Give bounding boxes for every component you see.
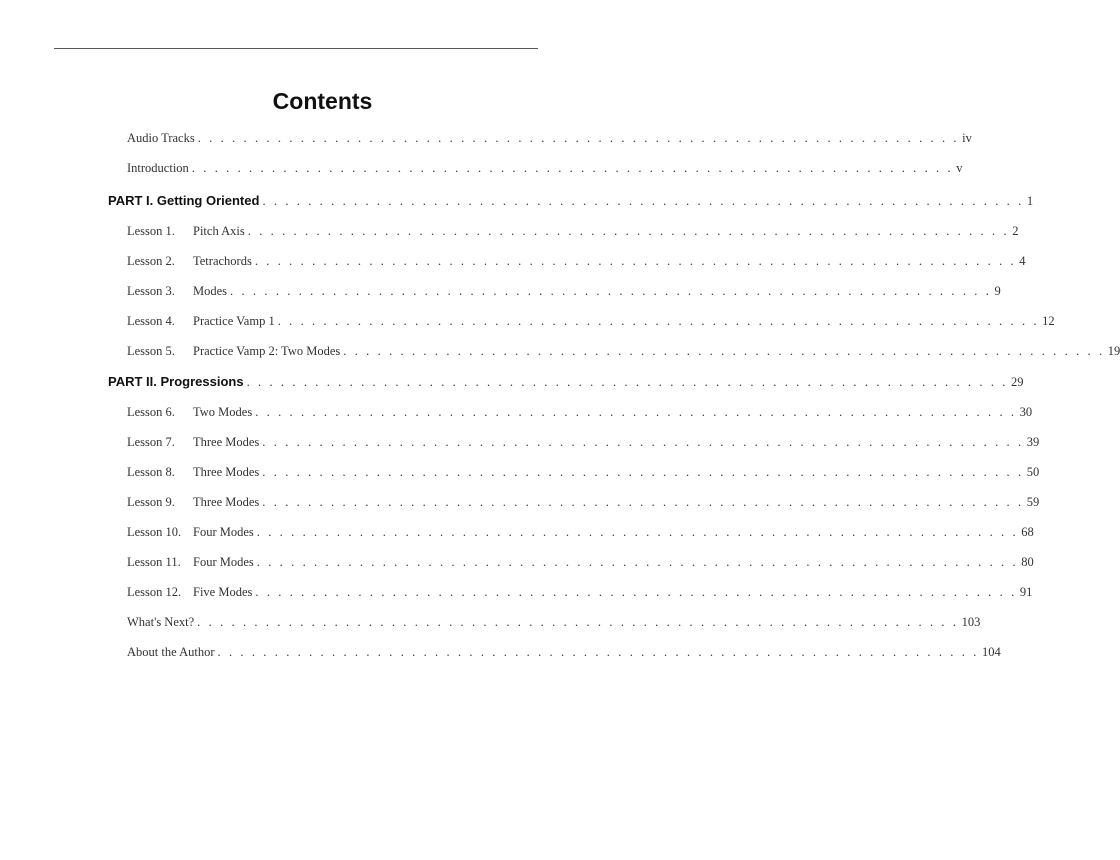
toc-page-number: 1 — [1026, 194, 1034, 208]
toc-entry-number: Lesson 1. — [127, 224, 175, 238]
toc-page-number: 50 — [1026, 465, 1040, 479]
toc-entry-label: Three Modes — [193, 465, 260, 479]
toc-entry-number: Lesson 3. — [127, 284, 175, 298]
toc-page-number: 12 — [1042, 314, 1055, 328]
dot-leader: . . . . . . . . . . . . . . . . . . . . . . . . . . . . . . . . . . . . . . . . . . . . . . . . . . . . . . . . . . . . . . . . . . . — [197, 615, 959, 629]
header-rule — [54, 48, 538, 49]
toc-page-number: 30 — [1019, 405, 1033, 419]
toc-page-number: 9 — [994, 284, 1001, 298]
toc-entry-label: Practice Vamp 1 — [193, 314, 275, 328]
toc-entry-label: Tetrachords — [193, 254, 252, 268]
toc-entry-label: Two Modes — [193, 405, 253, 419]
toc-entry-label: About the Author — [127, 645, 215, 659]
toc-entry — [127, 523, 1034, 541]
toc-entry-number: Lesson 9. — [127, 495, 175, 509]
toc-entry-label: Four Modes — [193, 555, 254, 569]
toc-entry — [127, 129, 972, 147]
toc-entry — [127, 643, 1001, 661]
toc-entry-label: PART I. Getting Oriented — [108, 193, 260, 208]
toc-entry-label: PART II. Progressions — [108, 374, 244, 389]
toc-entry-label: Five Modes — [193, 585, 253, 599]
toc-page-number: 59 — [1026, 495, 1040, 509]
toc-entry — [127, 312, 1055, 330]
dot-leader: . . . . . . . . . . . . . . . . . . . . . . . . . . . . . . . . . . . . . . . . . . . . . . . . . . . . . . . . . . . . . . . . . . . — [262, 495, 1024, 509]
toc-page-number: 91 — [1019, 585, 1033, 599]
toc-entry — [127, 493, 1040, 511]
dot-leader: . . . . . . . . . . . . . . . . . . . . . . . . . . . . . . . . . . . . . . . . . . . . . . . . . . . . . . . . . . . . . . . . . . . — [247, 224, 1010, 238]
toc-entry — [127, 433, 1040, 451]
dot-leader: . . . . . . . . . . . . . . . . . . . . . . . . . . . . . . . . . . . . . . . . . . . . . . . . . . . . . . . . . . . . . . . . . . . — [256, 555, 1019, 569]
toc-page-number: v — [956, 161, 963, 175]
toc-entry-label: Introduction — [127, 161, 189, 175]
toc-page-number: 29 — [1011, 375, 1024, 389]
toc-entry-label: What's Next? — [127, 615, 195, 629]
toc-part-heading — [108, 192, 1034, 210]
toc-entry-label: Practice Vamp 2: Two Modes — [193, 344, 341, 358]
toc-entry — [127, 159, 963, 177]
dot-leader: . . . . . . . . . . . . . . . . . . . . . . . . . . . . . . . . . . . . . . . . . . . . . . . . . . . . . . . . . . . . . . . . . . . — [343, 344, 1105, 358]
toc-entry — [127, 252, 1026, 270]
toc-part-heading — [108, 373, 1024, 391]
toc-entry — [127, 583, 1033, 601]
toc-page-number: 4 — [1019, 254, 1026, 268]
dot-leader: . . . . . . . . . . . . . . . . . . . . . . . . . . . . . . . . . . . . . . . . . . . . . . . . . . . . . . . . . . . . . . . . . . . — [255, 585, 1017, 599]
toc-entry-label: Modes — [193, 284, 228, 298]
toc-entry — [127, 282, 1001, 300]
toc-entry — [127, 403, 1033, 421]
toc-entry — [127, 613, 981, 631]
toc-entry-number: Lesson 2. — [127, 254, 175, 268]
toc-entry-number: Lesson 6. — [127, 405, 175, 419]
toc-page-number: 80 — [1021, 555, 1034, 569]
toc-page-number: 68 — [1021, 525, 1034, 539]
dot-leader: . . . . . . . . . . . . . . . . . . . . . . . . . . . . . . . . . . . . . . . . . . . . . . . . . . . . . . . . . . . . . . . . . . . — [254, 254, 1017, 268]
dot-leader: . . . . . . . . . . . . . . . . . . . . . . . . . . . . . . . . . . . . . . . . . . . . . . . . . . . . . . . . . . . . . . . . . . . — [262, 435, 1024, 449]
toc-entry — [127, 463, 1040, 481]
toc-page-number: 103 — [961, 615, 981, 629]
toc-entry — [127, 222, 1019, 240]
toc-page-number: iv — [962, 131, 972, 145]
toc-entry-label: Three Modes — [193, 495, 260, 509]
dot-leader: . . . . . . . . . . . . . . . . . . . . . . . . . . . . . . . . . . . . . . . . . . . . . . . . . . . . . . . . . . . . . . . . . . . — [277, 314, 1040, 328]
toc-page-number: 19 — [1107, 344, 1120, 358]
toc-entry-label: Four Modes — [193, 525, 254, 539]
toc-entry-number: Lesson 5. — [127, 344, 175, 358]
toc-page-number: 39 — [1026, 435, 1040, 449]
toc-entry-number: Lesson 12. — [127, 585, 182, 599]
toc-entry-number: Lesson 4. — [127, 314, 175, 328]
page-title: Contents — [272, 88, 373, 114]
toc-page-number: 104 — [981, 645, 1001, 659]
toc-entry-number: Lesson 8. — [127, 465, 175, 479]
toc-entry-number: Lesson 11. — [127, 555, 181, 569]
toc-entry-label: Three Modes — [193, 435, 260, 449]
toc-page-number: 2 — [1012, 224, 1019, 238]
dot-leader: . . . . . . . . . . . . . . . . . . . . . . . . . . . . . . . . . . . . . . . . . . . . . . . . . . . . . . . . . . . . . . . . . . . — [256, 525, 1019, 539]
toc-entry — [127, 342, 1120, 360]
dot-leader: . . . . . . . . . . . . . . . . . . . . . . . . . . . . . . . . . . . . . . . . . . . . . . . . . . . . . . . . . . . . . . . . . . . — [191, 161, 954, 175]
toc-entry-label: Pitch Axis — [193, 224, 245, 238]
dot-leader: . . . . . . . . . . . . . . . . . . . . . . . . . . . . . . . . . . . . . . . . . . . . . . . . . . . . . . . . . . . . . . . . . . . — [197, 131, 960, 145]
toc-entry-number: Lesson 10. — [127, 525, 182, 539]
dot-leader: . . . . . . . . . . . . . . . . . . . . . . . . . . . . . . . . . . . . . . . . . . . . . . . . . . . . . . . . . . . . . . . . . . . — [262, 194, 1024, 208]
toc-entry-number: Lesson 7. — [127, 435, 175, 449]
toc-entry — [127, 553, 1034, 571]
dot-leader: . . . . . . . . . . . . . . . . . . . . . . . . . . . . . . . . . . . . . . . . . . . . . . . . . . . . . . . . . . . . . . . . . . . — [262, 465, 1024, 479]
dot-leader: . . . . . . . . . . . . . . . . . . . . . . . . . . . . . . . . . . . . . . . . . . . . . . . . . . . . . . . . . . . . . . . . . . . — [246, 375, 1009, 389]
dot-leader: . . . . . . . . . . . . . . . . . . . . . . . . . . . . . . . . . . . . . . . . . . . . . . . . . . . . . . . . . . . . . . . . . . . — [230, 284, 992, 298]
toc-entry-label: Audio Tracks — [127, 131, 195, 145]
dot-leader: . . . . . . . . . . . . . . . . . . . . . . . . . . . . . . . . . . . . . . . . . . . . . . . . . . . . . . . . . . . . . . . . . . . — [255, 405, 1017, 419]
dot-leader: . . . . . . . . . . . . . . . . . . . . . . . . . . . . . . . . . . . . . . . . . . . . . . . . . . . . . . . . . . . . . . . . . . . — [217, 645, 979, 659]
